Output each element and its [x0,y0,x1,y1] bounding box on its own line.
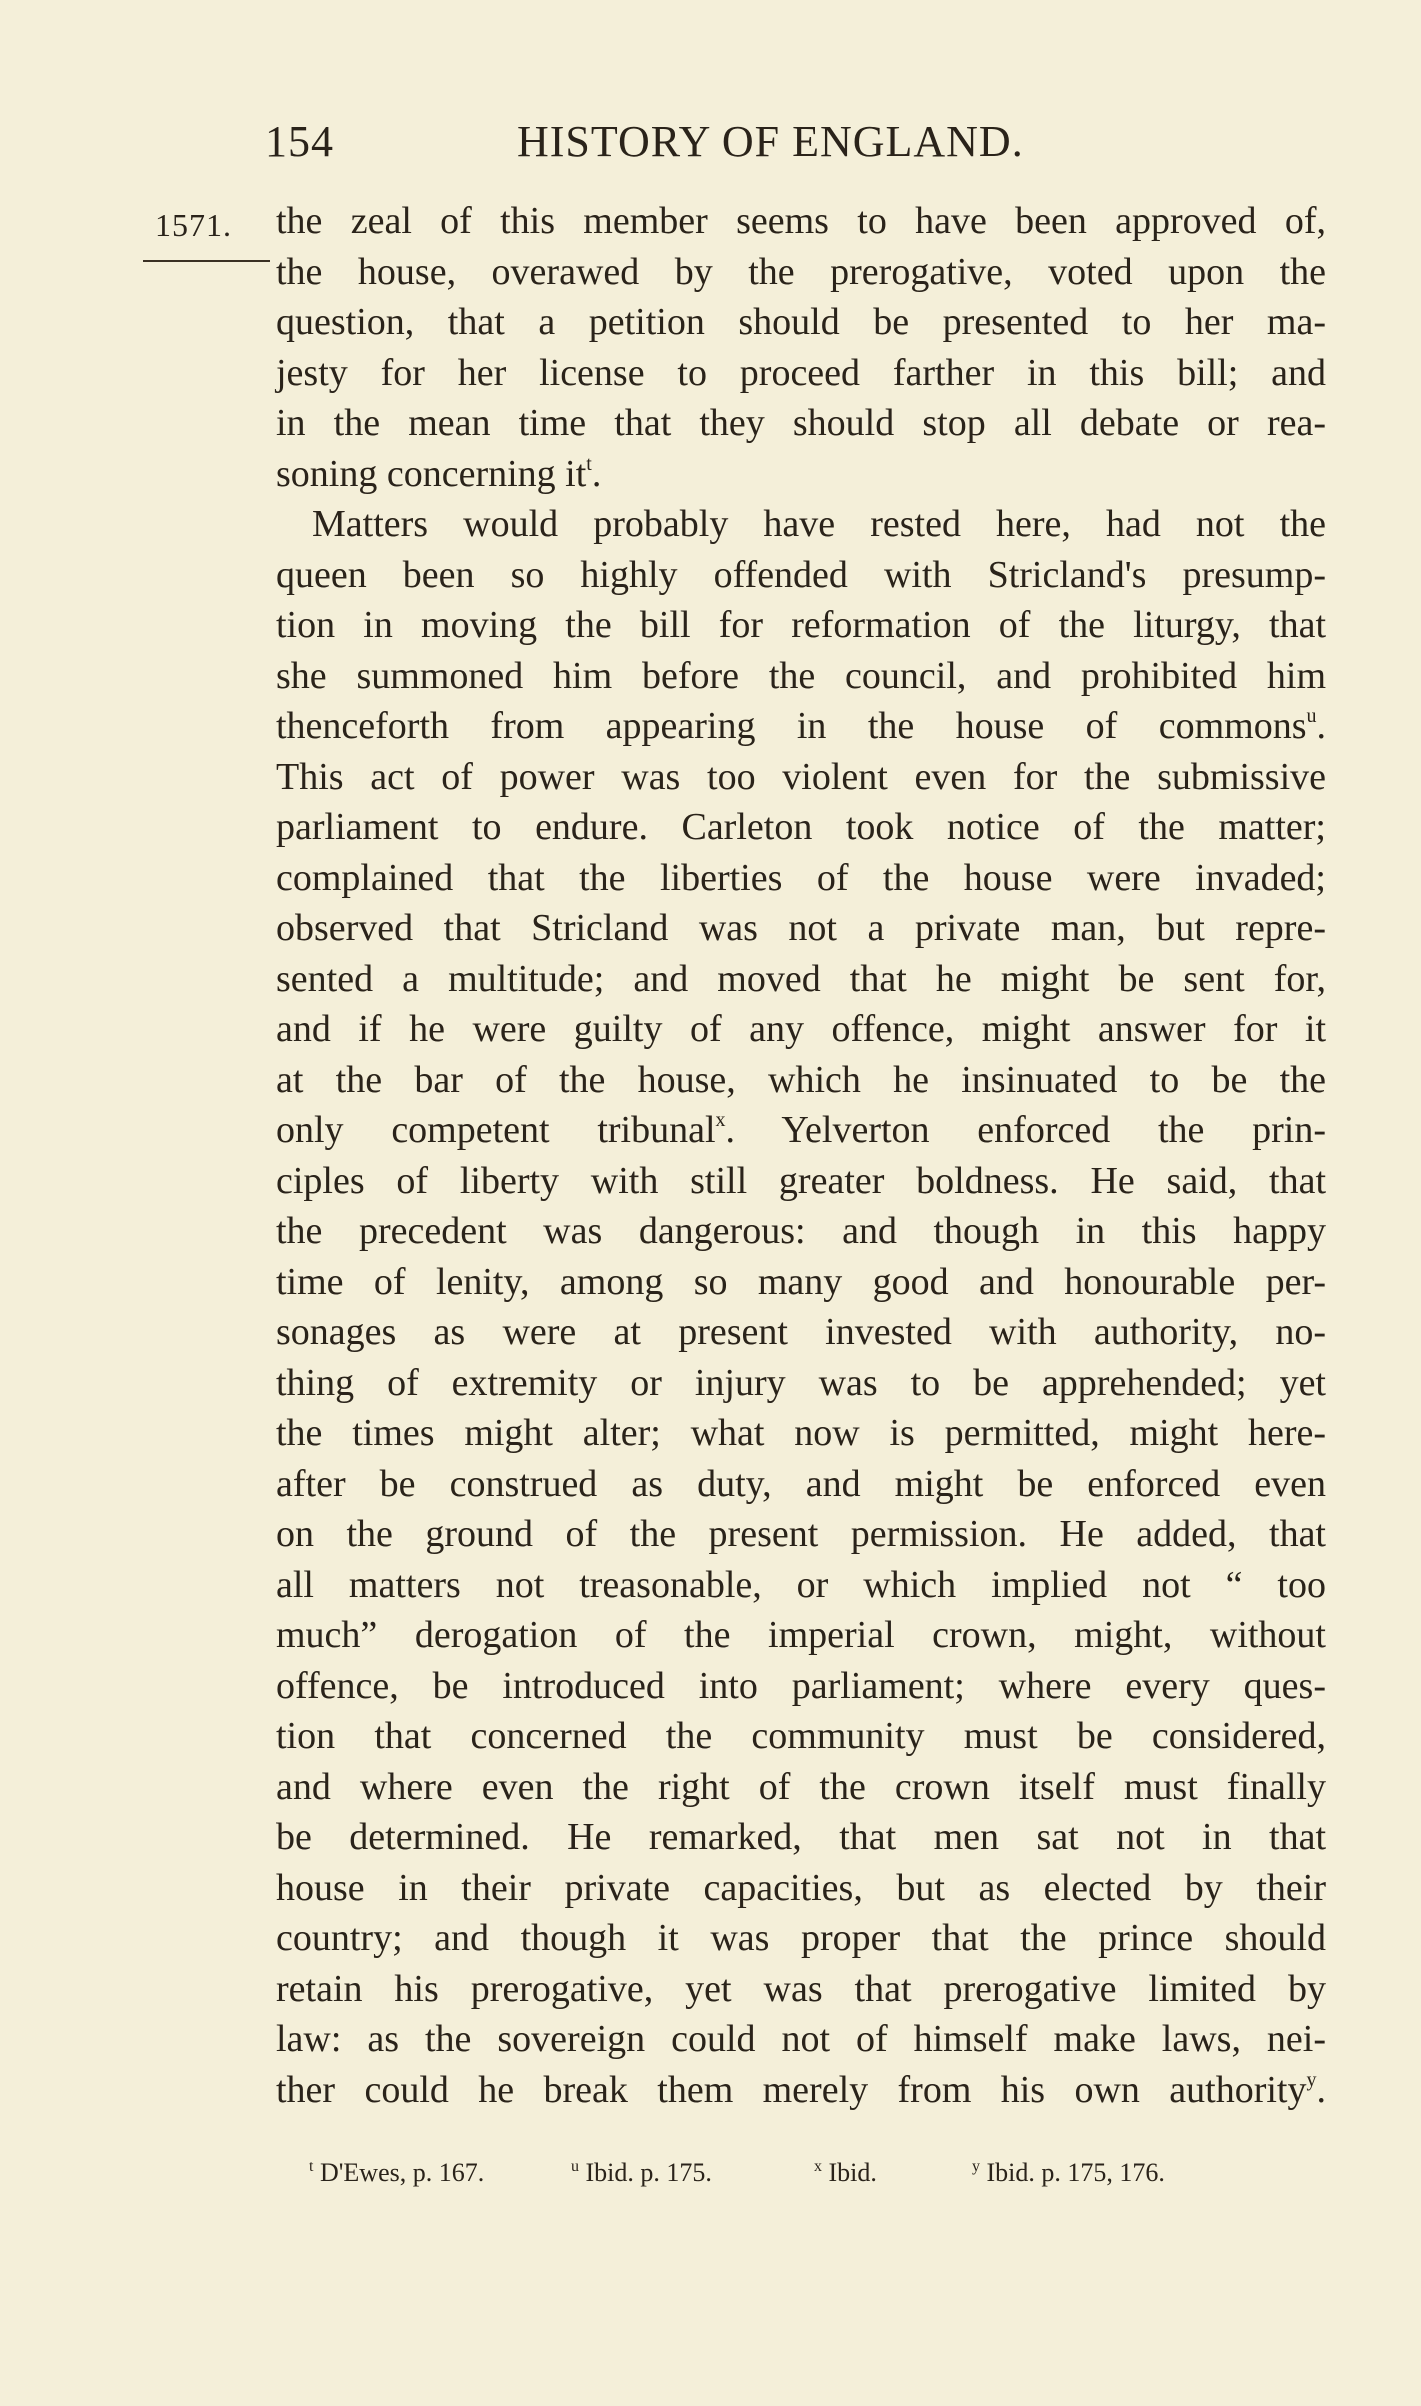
text-segment: only competent tribunal [276,1109,716,1151]
text-line: law: as the sovereign could not of himself make laws, nei- [276,2018,1326,2060]
margin-year: 1571. [155,207,232,243]
text-line: all matters not treasonable, or which implied not “ too [276,1563,1326,1606]
running-title: HISTORY OF ENGLAND. [517,117,1024,166]
text-line: tion that concerned the community must be considered, [276,1715,1326,1757]
footnote-ref: u [1306,705,1317,727]
text-line: time of lenity, among so many good and honourable per- [276,1260,1326,1303]
text-line: ciples of liberty with still greater boldness. He said, that [276,1159,1326,1202]
text-line: after be construed as duty, and might be enforced even [276,1462,1326,1505]
text-line: retain his prerogative, yet was that prerogative limited by [276,1967,1326,2010]
text-line: only competent tribunal$^x$. Yelverton enforced the prin- [276,1109,1327,1151]
footnote-text: Ibid. p. 175. [585,2158,712,2187]
text-line: Matters would probably have rested here, had not the [312,503,1326,545]
text-line: sented a multitude; and moved that he might be sent for, [276,957,1326,1000]
text-line: house in their private capacities, but as elected by their [276,1866,1326,1909]
footnote-mark: t [309,2158,314,2175]
margin-rule [143,260,270,262]
text-line: the zeal of this member seems to have been approved of, [276,200,1326,242]
text-line: much” derogation of the imperial crown, might, without [276,1614,1326,1656]
text-segment: Yelverton enforced the prin- [781,1109,1327,1151]
text-line: This act of power was too violent even for the submissive [276,755,1326,798]
text-line: she summoned him before the council, and prohibited him [276,654,1326,697]
text-line: at the bar of the house, which he insinuated to be the [276,1058,1326,1101]
text-line: be determined. He remarked, that men sat not in that [276,1816,1326,1858]
footnote-ref: t [586,452,592,475]
footnote-ref: x [715,1109,726,1131]
body-text [276,196,1326,2115]
text-line: on the ground of the present permission. He added, that [276,1513,1326,1555]
footnote [814,2158,877,2188]
footnote [972,2158,1165,2188]
footnote-ref: y [1306,2068,1317,2091]
text-line: the precedent was dangerous: and though in this happy [276,1210,1326,1252]
text-line: offence, be introduced into parliament; where every ques- [276,1664,1326,1707]
text-line: complained that the liberties of the house were invaded; [276,856,1326,899]
text-line: tion in moving the bill for reformation of the liturgy, that [276,604,1326,646]
text-line: country; and though it was proper that the prince should [276,1917,1326,1959]
footnote-text: D'Ewes, p. 167. [319,2158,485,2187]
text-line: ther could he break them merely from his own authority$^y$. [276,2068,1326,2111]
footnote-mark: u [571,2158,579,2175]
text-line: the times might alter; what now is permitted, might here- [276,1412,1326,1454]
text-segment: soning concerning it [276,452,587,495]
text-line: in the mean time that they should stop all debate or rea- [276,402,1326,444]
footnote [571,2158,712,2188]
text-line: sonages as were at present invested with authority, no- [276,1311,1326,1353]
text-line: and where even the right of the crown itself must finally [276,1765,1326,1808]
text-segment: thenceforth from appearing in the house of commons [276,705,1307,747]
text-line: soning concerning $it^t$. [276,452,602,495]
footnote-text: Ibid. [828,2158,877,2187]
text-line: parliament to endure. Carleton took notice of the matter; [276,806,1326,848]
text-line: thenceforth from appearing in the house of commons$^u$. [276,705,1326,747]
text-line: the house, overawed by the prerogative, voted upon the [276,250,1326,293]
text-line: question, that a petition should be presented to her ma- [276,301,1326,343]
footnote-mark: y [972,2158,980,2175]
text-segment: ther could he break them merely from his own authority [276,2068,1307,2111]
footnote-mark: x [814,2158,822,2175]
text-line: thing of extremity or injury was to be apprehended; yet [276,1361,1326,1404]
text-line: and if he were guilty of any offence, might answer for it [276,1008,1326,1050]
footnote-text: Ibid. p. 175, 176. [986,2158,1165,2187]
text-line: jesty for her license to proceed farther in this bill; and [276,351,1326,394]
page-number: 154 [265,117,334,166]
text-line: observed that Stricland was not a private man, but repre- [276,907,1326,949]
text-line: queen been so highly offended with Stricland's presump- [276,553,1326,596]
footnote [309,2158,484,2188]
